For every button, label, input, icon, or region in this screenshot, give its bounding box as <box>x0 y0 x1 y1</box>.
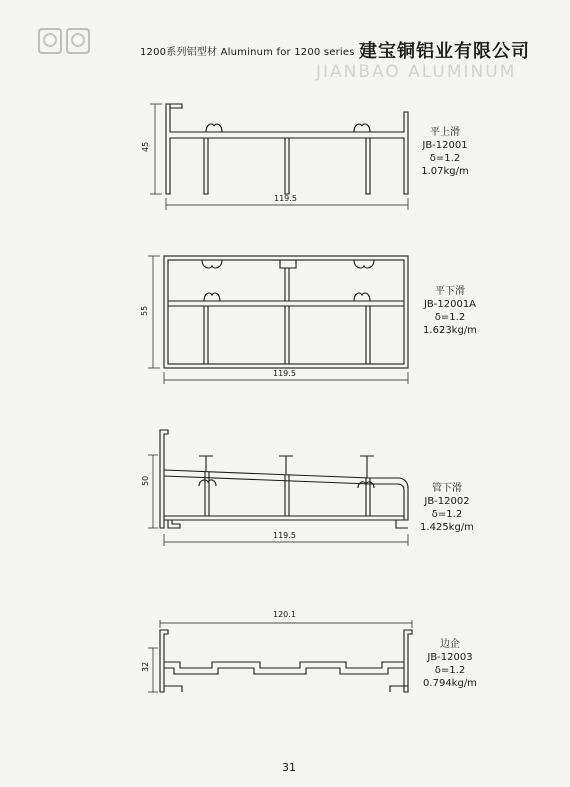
height-dimension: 32 <box>141 661 150 672</box>
profile-thickness: δ=1.2 <box>429 153 461 164</box>
profile-thickness: δ=1.2 <box>434 665 466 676</box>
width-dimension: 120.1 <box>273 610 296 619</box>
series-title: 1200系列铝型材 Aluminum for 1200 series <box>140 47 355 58</box>
profile-name: 边企 <box>440 639 460 650</box>
profile-name: 平上滑 <box>430 127 460 138</box>
spec-block-jb-12002 <box>412 482 482 534</box>
height-dimension: 45 <box>141 141 150 152</box>
profile-code: JB-12003 <box>427 652 473 663</box>
profile-weight: 1.425kg/m <box>420 522 474 533</box>
profile-drawing-jb-12002 <box>141 430 408 546</box>
width-dimension: 119.5 <box>273 531 296 540</box>
profile-drawing-jb-12001 <box>141 104 408 210</box>
profile-weight: 0.794kg/m <box>423 678 477 689</box>
profile-code: JB-12002 <box>424 496 470 507</box>
width-dimension: 119.5 <box>273 369 296 378</box>
page-number: 31 <box>282 761 296 774</box>
profile-thickness: δ=1.2 <box>431 509 463 520</box>
profile-thickness: δ=1.2 <box>434 312 466 323</box>
profile-drawing-jb-12001a <box>140 256 408 384</box>
profile-weight: 1.07kg/m <box>421 166 469 177</box>
profile-code: JB-12001 <box>422 140 468 151</box>
spec-block-jb-12001 <box>414 126 476 178</box>
profile-name: 管下滑 <box>432 483 462 494</box>
company-name: 建宝铜铝业有限公司 <box>359 41 530 62</box>
profile-code: JB-12001A <box>423 299 477 310</box>
spec-block-jb-12003 <box>412 638 488 690</box>
width-dimension: 119.5 <box>274 194 297 203</box>
spec-block-jb-12001a <box>412 285 488 337</box>
profile-drawing-jb-12003 <box>141 610 412 692</box>
watermark-text: JIANBAO ALUMINUM <box>316 62 517 82</box>
profile-name: 平下滑 <box>435 286 465 297</box>
height-dimension: 50 <box>141 475 150 486</box>
profile-weight: 1.623kg/m <box>423 325 477 336</box>
height-dimension: 55 <box>140 305 149 316</box>
